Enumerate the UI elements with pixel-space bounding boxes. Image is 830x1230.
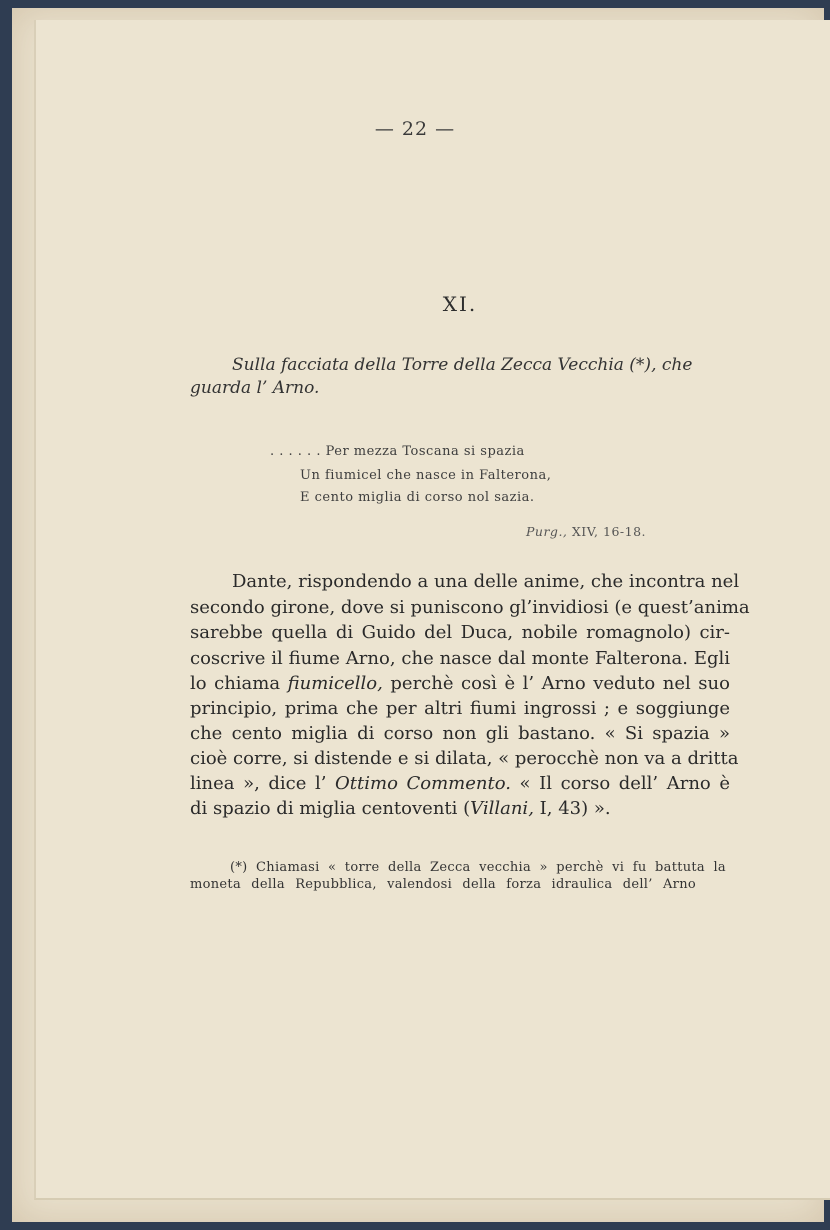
body-line-10-italic: Villani, bbox=[470, 798, 534, 819]
body-line-9-c: « Il corso dell’ Arno è bbox=[519, 773, 730, 794]
body-line-10-a: di spazio di miglia centoventi ( bbox=[190, 798, 471, 819]
verse-line-3: E cento miglia di corso nol sazia. bbox=[300, 490, 535, 505]
body-line-9-italic: Ottimo Commento. bbox=[335, 773, 511, 794]
body-line-5 bbox=[190, 673, 730, 694]
body-line-5-italic: fiumicello, bbox=[287, 673, 383, 694]
footnote-line-2: moneta della Repubblica, valendosi della forza idraulica dell’ Arno bbox=[190, 877, 696, 892]
body-line-3: sarebbe quella di Guido del Duca, nobile romagnolo) cir- bbox=[190, 622, 730, 643]
body-line-5-c: perchè così è l’ Arno veduto nel suo bbox=[390, 673, 730, 694]
body-line-5-a: lo chiama bbox=[190, 673, 281, 694]
verse-line-2: Un fiumicel che nasce in Falterona, bbox=[300, 468, 552, 483]
body-line-6: principio, prima che per altri fiumi ingrossi ; e soggiunge bbox=[190, 698, 730, 719]
verse-line-1: . . . . . . Per mezza Toscana si spazia bbox=[270, 444, 525, 459]
body-line-9-a: linea », dice l’ bbox=[190, 773, 327, 794]
citation-work: Purg., bbox=[526, 524, 568, 539]
verse-citation bbox=[526, 524, 646, 539]
body-line-8: cioè corre, si distende e si dilata, « perocchè non va a dritta bbox=[190, 748, 739, 769]
body-line-1: Dante, rispondendo a una delle anime, che incontra nel bbox=[232, 571, 740, 592]
chapter-numeral: XI. bbox=[442, 292, 478, 316]
body-line-2: secondo girone, dove si puniscono gl’invidiosi (e quest’anima bbox=[190, 597, 750, 618]
citation-reference: XIV, 16-18. bbox=[571, 524, 647, 539]
body-line-7: che cento miglia di corso non gli bastano. « Si spazia » bbox=[190, 723, 730, 744]
body-line-4: coscrive il fiume Arno, che nasce dal monte Falterona. Egli bbox=[190, 648, 730, 669]
body-line-10-c: I, 43) ». bbox=[539, 798, 611, 819]
body-line-9 bbox=[190, 773, 730, 794]
section-heading: Sulla facciata della Torre della Zecca Vecchia (*), che guarda l’ Arno. bbox=[190, 355, 693, 398]
page-number: — 22 — bbox=[374, 118, 456, 140]
body-line-10 bbox=[190, 798, 611, 819]
footnote-line-1: (*) Chiamasi « torre della Zecca vecchia » perchè vi fu battuta la bbox=[230, 860, 726, 875]
